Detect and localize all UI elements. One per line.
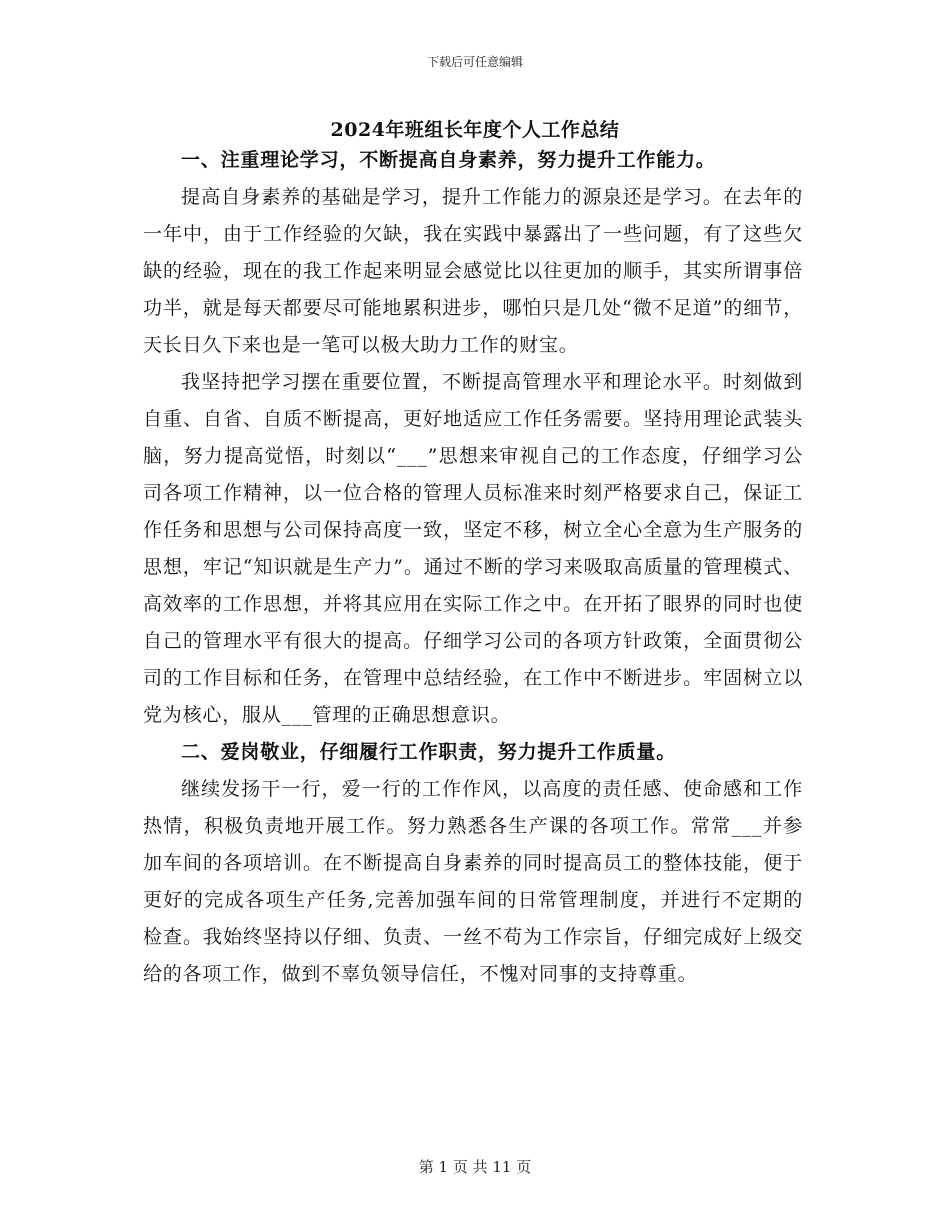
section-2-paragraph-1: 继续发扬干一行，爱一行的工作作风，以高度的责任感、使命感和工作热情，积极负责地开展工作。努力熟悉各生产课的各项工作。常常___并参加车间的各项培训。在不断提高自身素养的同时提高员工的整体技能，便于更好的完成各项生产任务,完善加强车间的日常管理制度，并进行不定期的检查。我始终坚持以仔细、负责、一丝不苟为工作宗旨，仔细完成好上级交给的各项工作，做到不辜负领导信任，不愧对同事的支持尊重。 [143,778,803,985]
section-1-paragraph-2: 我坚持把学习摆在重要位置，不断提高管理水平和理论水平。时刻做到自重、自省、自质不断提高，更好地适应工作任务需要。坚持用理论武装头脑，努力提高觉悟，时刻以“___”思想来审视自己的工作态度，仔细学习公司各项工作精神，以一位合格的管理人员标准来时刻严格要求自己，保证工作任务和思想与公司保持高度一致，坚定不移，树立全心全意为生产服务的思想，牢记“知识就是生产力”。通过不断的学习来吸取高质量的管理模式、高效率的工作思想，并将其应用在实际工作之中。在开拓了眼界的同时也使自己的管理水平有很大的提高。仔细学习公司的各项方针政策，全面贯彻公司的工作目标和任务，在管理中总结经验，在工作中不断进步。牢固树立以党为核心，服从___管理的正确思想意识。 [143,371,803,726]
section-1-paragraph-1: 提高自身素养的基础是学习，提升工作能力的源泉还是学习。在去年的一年中，由于工作经验的欠缺，我在实践中暴露出了一些问题，有了这些欠缺的经验，现在的我工作起来明显会感觉比以往更加的顺手，其实所谓事倍功半，就是每天都要尽可能地累积进步，哪怕只是几处“微不足道”的细节，天长日久下来也是一笔可以极大助力工作的财宝。 [143,186,803,356]
document-title: 2024年班组长年度个人工作总结 [330,119,620,141]
section-2-heading: 二、爱岗敬业，仔细履行工作职责，努力提升工作质量。 [181,741,677,763]
section-1-heading: 一、注重理论学习，不断提高自身素养，努力提升工作能力。 [181,149,716,171]
header-note: 下载后可任意编辑 [426,55,523,69]
page-number: 第 1 页 共 11 页 [418,1158,532,1176]
document-body [143,142,803,993]
